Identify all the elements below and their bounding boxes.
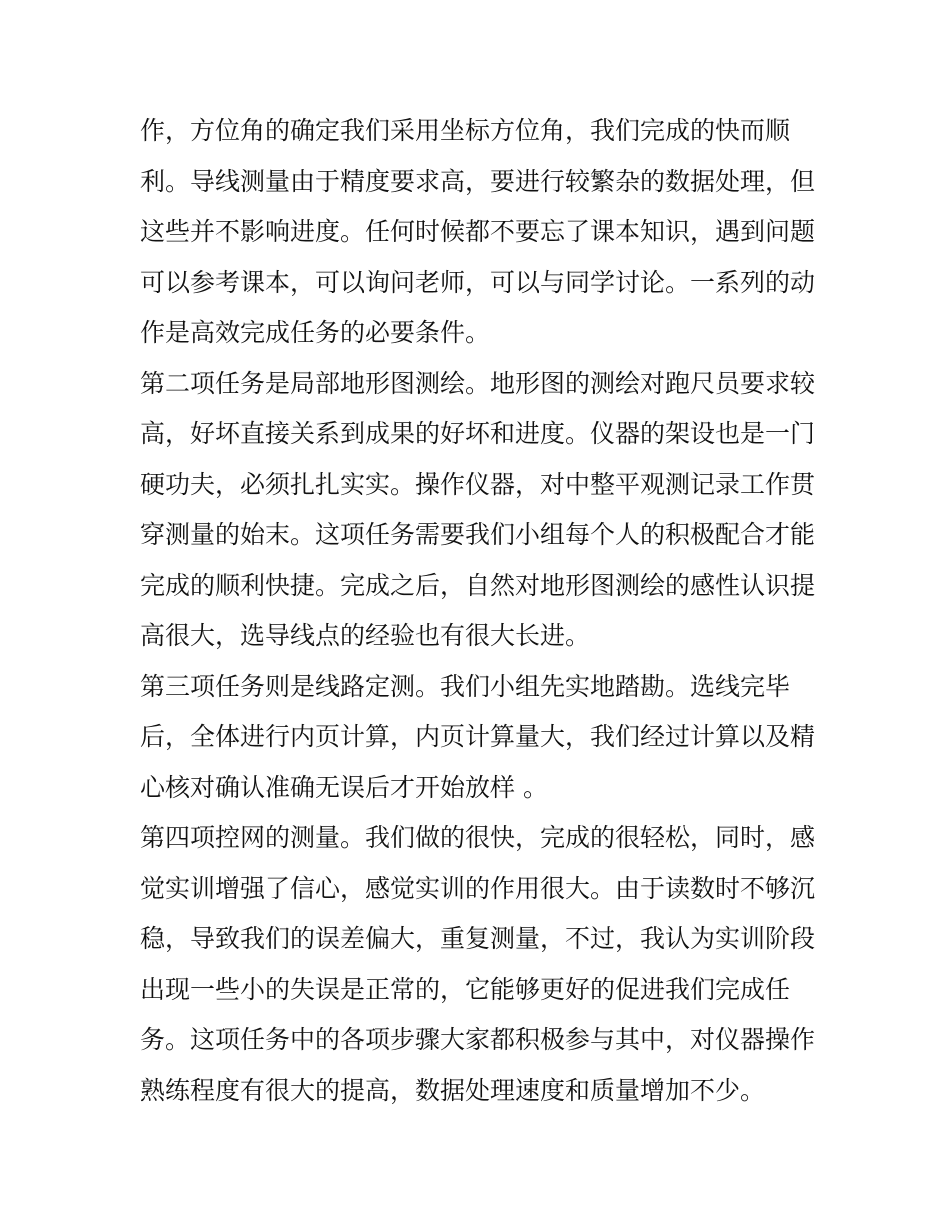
text-line-20: 熟练程度有很大的提高，数据处理速度和质量增加不少。	[140, 1076, 766, 1105]
text-line-3: 这些并不影响进度。任何时候都不要忘了课本知识，遇到问题	[140, 217, 816, 246]
text-line-2: 利。导线测量由于精度要求高，要进行较繁杂的数据处理，但	[140, 167, 816, 196]
text-line-10: 完成的顺利快捷。完成之后，自然对地形图测绘的感性认识提	[140, 571, 816, 600]
text-line-4: 可以参考课本，可以询问老师，可以与同学讨论。一系列的动	[140, 268, 816, 297]
text-line-16: 觉实训增强了信心，感觉实训的作用很大。由于读数时不够沉	[140, 874, 816, 903]
text-line-9: 穿测量的始末。这项任务需要我们小组每个人的积极配合才能	[140, 520, 816, 549]
text-line-6: 第二项任务是局部地形图测绘。地形图的测绘对跑尺员要求较	[140, 369, 816, 398]
text-line-11: 高很大，选导线点的经验也有很大长进。	[140, 621, 591, 650]
text-line-13: 后，全体进行内页计算，内页计算量大，我们经过计算以及精	[140, 722, 816, 751]
text-line-17: 稳，导致我们的误差偏大，重复测量，不过，我认为实训阶段	[140, 924, 816, 953]
text-line-18: 出现一些小的失误是正常的，它能够更好的促进我们完成任	[140, 975, 791, 1004]
text-line-14: 心核对确认准确无误后才开始放样 。	[140, 773, 548, 802]
text-line-5: 作是高效完成任务的必要条件。	[140, 318, 491, 347]
text-line-15: 第四项控网的测量。我们做的很快，完成的很轻松，同时，感	[140, 823, 816, 852]
text-line-12: 第三项任务则是线路定测。我们小组先实地踏勘。选线完毕	[140, 672, 791, 701]
text-line-7: 高，好坏直接关系到成果的好坏和进度。仪器的架设也是一门	[140, 419, 816, 448]
text-line-8: 硬功夫，必须扎扎实实。操作仪器，对中整平观测记录工作贯	[140, 470, 816, 499]
text-line-1: 作，方位角的确定我们采用坐标方位角，我们完成的快而顺	[140, 116, 791, 145]
text-line-19: 务。这项任务中的各项步骤大家都积极参与其中，对仪器操作	[140, 1025, 816, 1054]
